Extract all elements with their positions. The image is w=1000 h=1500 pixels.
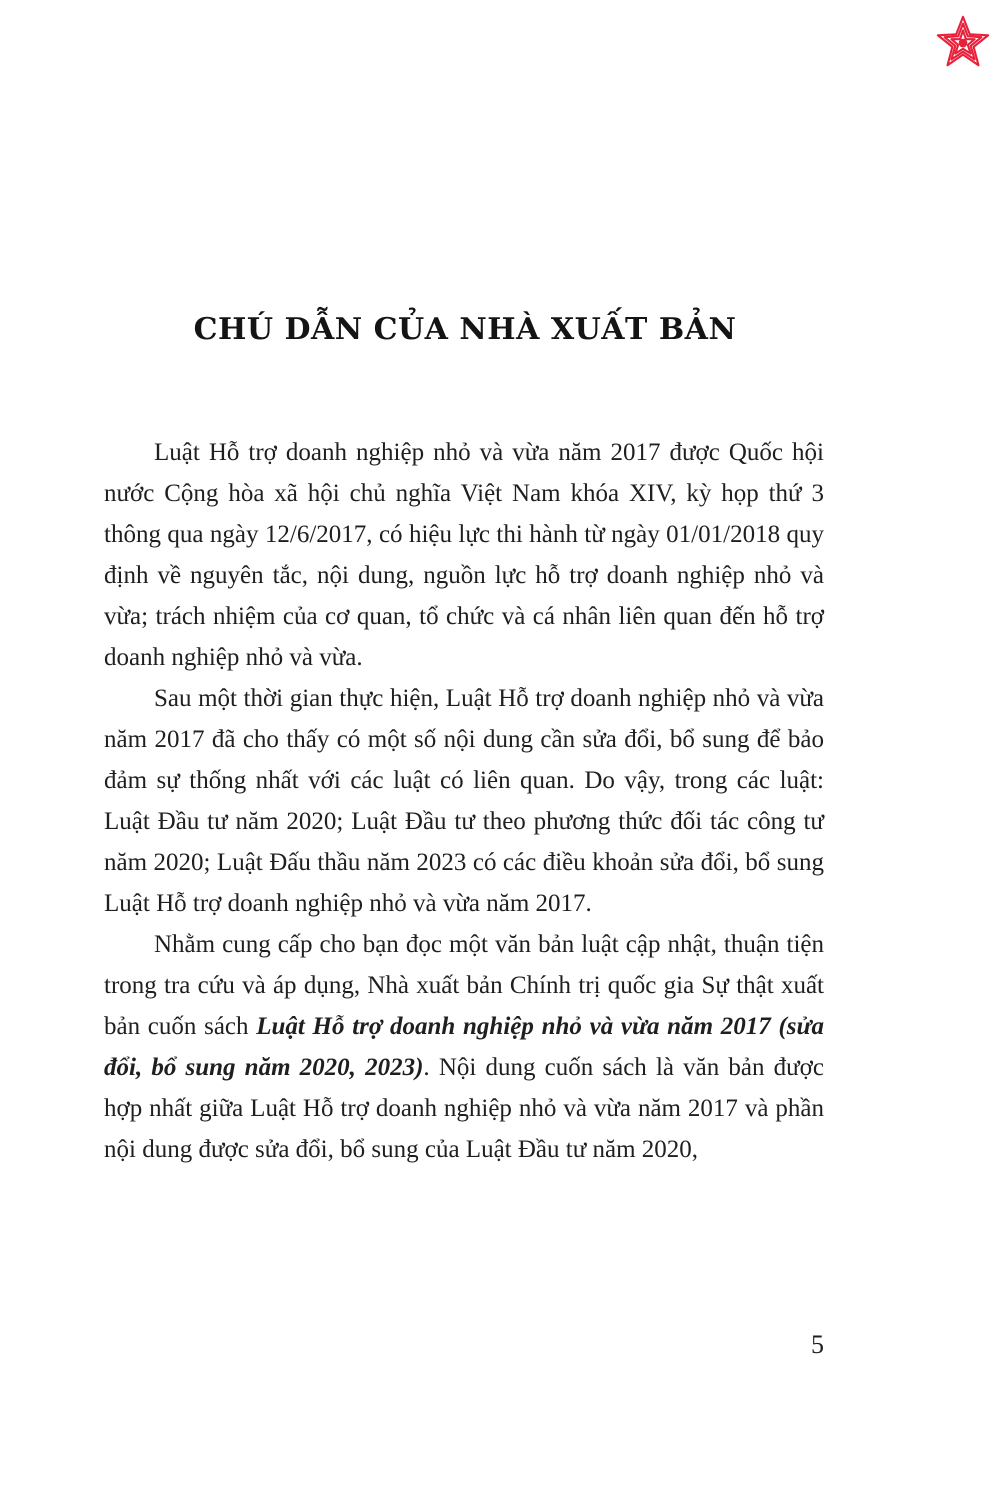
paragraph-1: Luật Hỗ trợ doanh nghiệp nhỏ và vừa năm 2017 được Quốc hội nước Cộng hòa xã hội chủ nghĩa Việt Nam khóa XIV, kỳ họp thứ 3 thông qua ngày 12/6/2017, có hiệu lực thi hành từ ngày 01/01/2018 quy định về nguyên tắc, nội dung, nguồn lực hỗ trợ doanh nghiệp nhỏ và vừa; trách nhiệm của cơ quan, tổ chức và cá nhân liên quan đến hỗ trợ doanh nghiệp nhỏ và vừa. <box>104 439 824 671</box>
paragraph-3-end: . Nội dung cuốn sách là văn bản được hợp nhất giữa Luật Hỗ trợ doanh nghiệp nhỏ và vừa năm 2017 và phần nội dung được sửa đổi, bổ sung của Luật Đầu tư năm 2020, <box>104 1054 824 1163</box>
publisher-star-logo-icon <box>934 14 992 72</box>
page-number: 5 <box>811 1330 824 1359</box>
paragraph-3-start: Nhằm cung cấp cho bạn đọc một văn bản luật cập nhật, thuận tiện trong tra cứu và áp dụng, Nhà xuất bản Chính trị quốc gia Sự thật xuất bản cuốn sách <box>104 931 824 1040</box>
paragraph-2: Sau một thời gian thực hiện, Luật Hỗ trợ doanh nghiệp nhỏ và vừa năm 2017 đã cho thấy có một số nội dung cần sửa đổi, bổ sung để bảo đảm sự thống nhất với các luật có liên quan. Do vậy, trong các luật: Luật Đầu tư năm 2020; Luật Đầu tư theo phương thức đối tác công tư năm 2020; Luật Đấu thầu năm 2023 có các điều khoản sửa đổi, bổ sung Luật Hỗ trợ doanh nghiệp nhỏ và vừa năm 2017. <box>104 685 824 917</box>
page-title: CHÚ DẪN CỦA NHÀ XUẤT BẢN <box>193 312 737 347</box>
book-title: Luật Hỗ trợ doanh nghiệp nhỏ và vừa năm 2017 (sửa đổi, bổ sung năm 2020, 2023) <box>104 1013 824 1081</box>
body-text <box>104 432 824 1170</box>
paragraph-3 <box>104 924 824 1170</box>
